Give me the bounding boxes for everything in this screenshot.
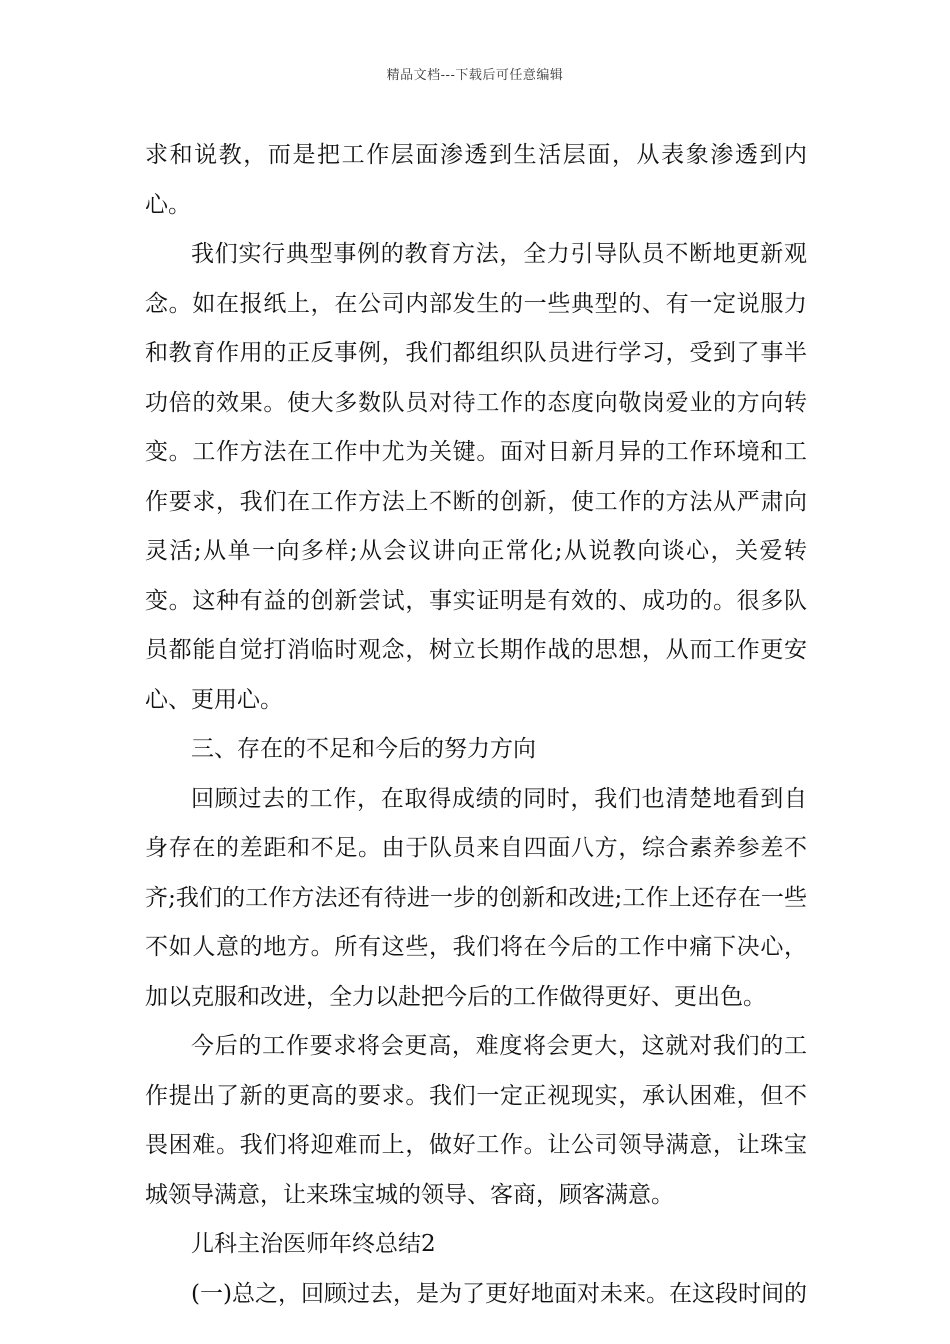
paragraph: 我们实行典型事例的教育方法，全力引导队员不断地更新观念。如在报纸上，在公司内部发生的一些典型的、有一定说服力和教育作用的正反事例，我们都组织队员进行学习，受到了事半功倍的效果。使大多数队员对待工作的态度向敬岗爱业的方向转变。工作方法在工作中尤为关键。面对日新月异的工作环境和工作要求，我们在工作方法上不断的创新，使工作的方法从严肃向灵活;从单一向多样;从会议讲向正常化;从说教向谈心，关爱转变。这种有益的创新尝试，事实证明是有效的、成功的。很多队员都能自觉打消临时观念，树立长期作战的思想，从而工作更安心、更用心。	[145, 241, 807, 713]
section-heading: 三、存在的不足和今后的努力方向	[191, 736, 536, 762]
paragraph: (一)总之，回顾过去，是为了更好地面对未来。在这段时间的	[191, 1280, 807, 1307]
document-body	[145, 131, 807, 1319]
page-header: 精品文档---下载后可任意编辑	[386, 68, 564, 83]
paragraph: 求和说教，而是把工作层面渗透到生活层面，从表象渗透到内心。	[145, 142, 807, 218]
paragraph: 回顾过去的工作，在取得成绩的同时，我们也清楚地看到自身存在的差距和不足。由于队员来自四面八方，综合素养参差不齐;我们的工作方法还有待进一步的创新和改进;工作上还存在一些不如人意的地方。所有这些，我们将在今后的工作中痛下决心，加以克服和改进，全力以赴把今后的工作做得更好、更出色。	[145, 785, 807, 1010]
document-title: 儿科主治医师年终总结2	[191, 1231, 436, 1257]
paragraph: 今后的工作要求将会更高，难度将会更大，这就对我们的工作提出了新的更高的要求。我们一定正视现实，承认困难，但不畏困难。我们将迎难而上，做好工作。让公司领导满意，让珠宝城领导满意，让来珠宝城的领导、客商，顾客满意。	[145, 1033, 807, 1208]
